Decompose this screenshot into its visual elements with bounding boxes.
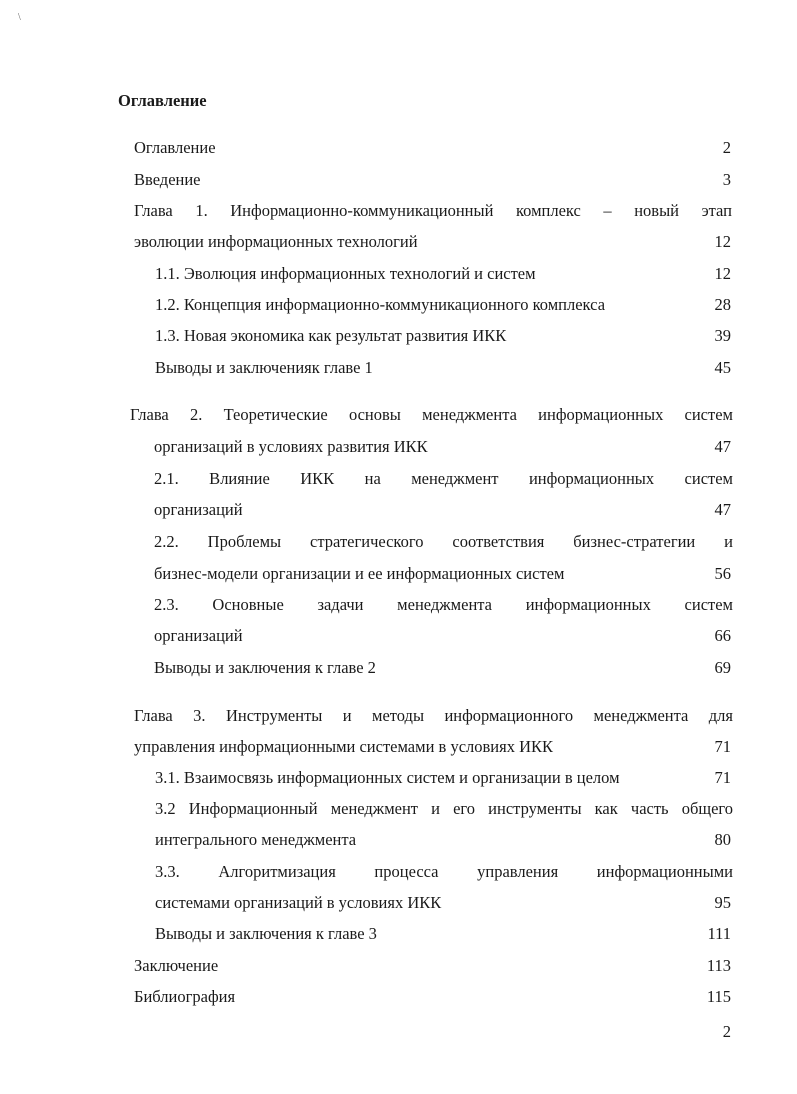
toc-page-section-3-2: 80 (714, 830, 731, 849)
toc-page-section-1-2: 28 (714, 295, 731, 314)
toc-entry-conclusions-2: Выводы и заключения к главе 2 (154, 658, 376, 677)
toc-entry-section-3-2-line2: интегрального менеджмента (155, 830, 357, 849)
toc-entry-section-3-1: 3.1. Взаимосвязь информационных систем и организации в целом (155, 768, 620, 787)
toc-entry-section-1-1: 1.1. Эволюция информационных технологий и систем (155, 264, 536, 283)
toc-page-zakluchenie: 113 (706, 956, 731, 975)
toc-page-conclusions-3: 111 (707, 924, 731, 943)
toc-page-section-1-1: 12 (714, 264, 731, 283)
toc-entry-oglavlenie: Оглавление (134, 138, 216, 157)
toc-entry-chapter-1-line1: Глава 1. Информационно-коммуникационный комплекс – новый этап (134, 201, 732, 220)
toc-entry-bibliography: Библиография (134, 987, 236, 1006)
toc-page-section-3-1: 71 (714, 768, 731, 787)
toc-entry-chapter-2-line1: Глава 2. Теоретические основы менеджмента информационных систем (130, 405, 733, 424)
toc-entry-conclusions-3: Выводы и заключения к главе 3 (155, 924, 377, 943)
toc-entry-section-1-2: 1.2. Концепция информационно-коммуникационного комплекса (155, 295, 606, 314)
toc-page-bibliography: 115 (706, 987, 731, 1006)
toc-page-section-2-2: 56 (714, 564, 731, 583)
toc-page-conclusions-2: 69 (714, 658, 731, 677)
toc-entry-chapter-3-line1: Глава 3. Инструменты и методы информационного менеджмента для (134, 706, 733, 725)
toc-entry-zakluchenie: Заключение (134, 956, 219, 975)
toc-entry-section-3-3-line1: 3.3. Алгоритмизация процесса управления информационными (155, 862, 733, 881)
toc-entry-section-2-2-line1: 2.2. Проблемы стратегического соответствия бизнес-стратегии и (154, 532, 733, 551)
toc-entry-section-3-2-line1: 3.2 Информационный менеджмент и его инструменты как часть общего (155, 799, 733, 818)
toc-entry-section-2-3-line2: организаций (154, 626, 243, 645)
toc-entry-chapter-3-line2: управления информационными системами в условиях ИКК (134, 737, 554, 756)
toc-entry-chapter-1-line2: эволюции информационных технологий (134, 232, 418, 251)
toc-page-chapter-2: 47 (714, 437, 731, 456)
toc-page-oglavlenie: 2 (722, 138, 731, 157)
toc-entry-section-2-1-line2: организаций (154, 500, 243, 519)
toc-page-section-2-3: 66 (714, 626, 731, 645)
toc-entry-vvedenie: Введение (134, 170, 201, 189)
toc-page-chapter-3: 71 (714, 737, 731, 756)
page-number: 2 (722, 1022, 731, 1041)
toc-page-section-2-1: 47 (714, 500, 731, 519)
toc-entry-conclusions-1: Выводы и заключенияк главе 1 (155, 358, 373, 377)
toc-entry-section-2-3-line1: 2.3. Основные задачи менеджмента информационных систем (154, 595, 733, 614)
toc-page-conclusions-1: 45 (714, 358, 731, 377)
toc-page-section-3-3: 95 (714, 893, 731, 912)
page-title: Оглавление (118, 91, 207, 110)
toc-entry-section-2-1-line1: 2.1. Влияние ИКК на менеджмент информационных систем (154, 469, 733, 488)
toc-page-chapter-1: 12 (714, 232, 731, 251)
toc-entry-section-3-3-line2: системами организаций в условиях ИКК (155, 893, 442, 912)
toc-entry-section-1-3: 1.3. Новая экономика как результат развития ИКК (155, 326, 507, 345)
toc-page-section-1-3: 39 (714, 326, 731, 345)
toc-page-vvedenie: 3 (722, 170, 731, 189)
scan-corner-mark: \ (18, 12, 21, 23)
toc-entry-section-2-2-line2: бизнес-модели организации и ее информационных систем (154, 564, 565, 583)
toc-entry-chapter-2-line2: организаций в условиях развития ИКК (154, 437, 428, 456)
